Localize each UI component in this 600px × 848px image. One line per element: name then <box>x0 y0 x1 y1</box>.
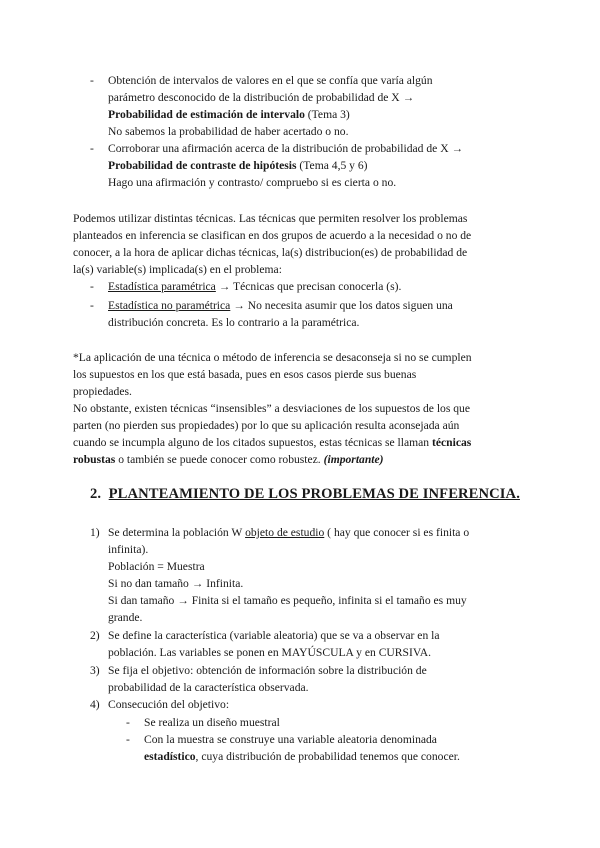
bold-term: estadístico <box>144 750 196 763</box>
text-line: parámetro desconocido de la distribución de probabilidad de X → <box>108 91 415 104</box>
text-line: Podemos utilizar distintas técnicas. Las técnicas que permiten resolver los problemas <box>73 212 468 225</box>
bullet-dash: - <box>90 74 94 87</box>
bullet-dash: - <box>90 299 94 312</box>
bullet-dash: - <box>90 280 94 293</box>
bullet-parametric <box>90 278 570 295</box>
bullet-nonparametric <box>90 297 570 331</box>
bullet-dash: - <box>126 733 130 746</box>
step-4-sub-b <box>126 731 576 765</box>
step-number: 3) <box>90 664 100 677</box>
step-1 <box>90 524 580 626</box>
text-fragment: Se determina la población W <box>108 526 246 539</box>
section-heading <box>90 486 520 503</box>
step-2 <box>90 627 580 661</box>
step-4 <box>90 696 580 713</box>
text-line: propiedades. <box>73 385 132 398</box>
text-line: Si no dan tamaño → Infinita. <box>108 577 244 590</box>
bullet-estimation <box>90 72 570 140</box>
text-line: infinita). <box>108 543 149 556</box>
bullet-hypothesis <box>90 140 570 191</box>
text-line: Si dan tamaño → Finita si el tamaño es pequeño, infinita si el tamaño es muy <box>108 594 467 607</box>
text-line: planteados en inferencia se clasifican en dos grupos de acuerdo a la necesidad o no de <box>73 229 472 242</box>
text-line: conocer, a la hora de aplicar dichas técnicas, la(s) distribucion(es) de probabilidad de <box>73 246 468 259</box>
text-line <box>73 434 573 451</box>
underlined-term: objeto de estudio <box>245 526 325 539</box>
step-number: 1) <box>90 526 100 539</box>
text-line <box>73 451 573 468</box>
step-number: 2) <box>90 629 100 642</box>
text-line <box>108 278 570 295</box>
text-line: probabilidad de la característica observada. <box>108 681 309 694</box>
paragraph-techniques <box>73 210 573 278</box>
bold-term: técnicas <box>432 436 472 449</box>
text-line: Población = Muestra <box>108 560 205 573</box>
text-line: parten (no pierden sus propiedades) por lo que su aplicación resulta aconsejada aún <box>73 419 460 432</box>
text-line: Se define la característica (variable aleatoria) que se va a observar en la <box>108 629 440 642</box>
text-line: Se realiza un diseño muestral <box>144 716 280 729</box>
text-line <box>108 297 570 314</box>
text-line: Se fija el objetivo: obtención de información sobre la distribución de <box>108 664 427 677</box>
text-line: Consecución del objetivo: <box>108 698 230 711</box>
text-line: población. Las variables se ponen en MAYÚSCULA y en CURSIVA. <box>108 646 431 659</box>
bullet-dash: - <box>90 142 94 155</box>
bold-term: Probabilidad de estimación de intervalo <box>108 108 305 121</box>
text-line <box>108 106 570 123</box>
bullet-dash: - <box>126 716 130 729</box>
text-line: No obstante, existen técnicas “insensibles” a desviaciones de los supuestos de los que <box>73 402 470 415</box>
term-nonparametric: Estadística no paramétrica <box>108 299 231 312</box>
text-fragment: o también se puede conocer como robustez. <box>115 453 324 466</box>
text-line: grande. <box>108 611 143 624</box>
bold-term: Probabilidad de contraste de hipótesis <box>108 159 297 172</box>
text-fragment: cuando se incumpla alguno de los citados supuestos, estas técnicas se llaman <box>73 436 432 449</box>
text-line: distribución concreta. Es lo contrario a la paramétrica. <box>108 316 360 329</box>
text-line: la(s) variable(s) implicada(s) en el problema: <box>73 263 282 276</box>
section-number: 2. <box>90 486 102 502</box>
important-note: (importante) <box>323 453 384 466</box>
bold-term: robustas <box>73 453 116 466</box>
paragraph-robust <box>73 349 573 468</box>
step-3 <box>90 662 580 696</box>
step-number: 4) <box>90 698 100 711</box>
text-line <box>144 748 576 765</box>
term-parametric: Estadística paramétrica <box>108 280 216 293</box>
text-line: Obtención de intervalos de valores en el que se confía que varía algún <box>108 74 433 87</box>
text-line: *La aplicación de una técnica o método de inferencia se desaconseja si no se cumplen <box>73 351 472 364</box>
term-desc: → No necesita asumir que los datos siguen una <box>230 299 453 312</box>
text-line <box>108 157 570 174</box>
text-fragment: ( hay que conocer si es finita o <box>324 526 470 539</box>
text-line <box>108 524 580 541</box>
note-line: Hago una afirmación y contrasto/ compruebo si es cierta o no. <box>108 176 397 189</box>
tema-ref: (Tema 4,5 y 6) <box>296 159 368 172</box>
tema-ref: (Tema 3) <box>304 108 350 121</box>
step-4-sub-a <box>126 714 576 731</box>
text-fragment: , cuya distribución de probabilidad tenemos que conocer. <box>195 750 460 763</box>
section-title: PLANTEAMIENTO DE LOS PROBLEMAS DE INFERENCIA. <box>108 486 520 502</box>
note-line: No sabemos la probabilidad de haber acertado o no. <box>108 125 349 138</box>
term-desc: → Técnicas que precisan conocerla (s). <box>215 280 402 293</box>
text-line: Corroborar una afirmación acerca de la distribución de probabilidad de X → <box>108 142 464 155</box>
text-line: los supuestos en los que está basada, pues en esos casos pierde sus buenas <box>73 368 417 381</box>
text-line: Con la muestra se construye una variable aleatoria denominada <box>144 733 437 746</box>
